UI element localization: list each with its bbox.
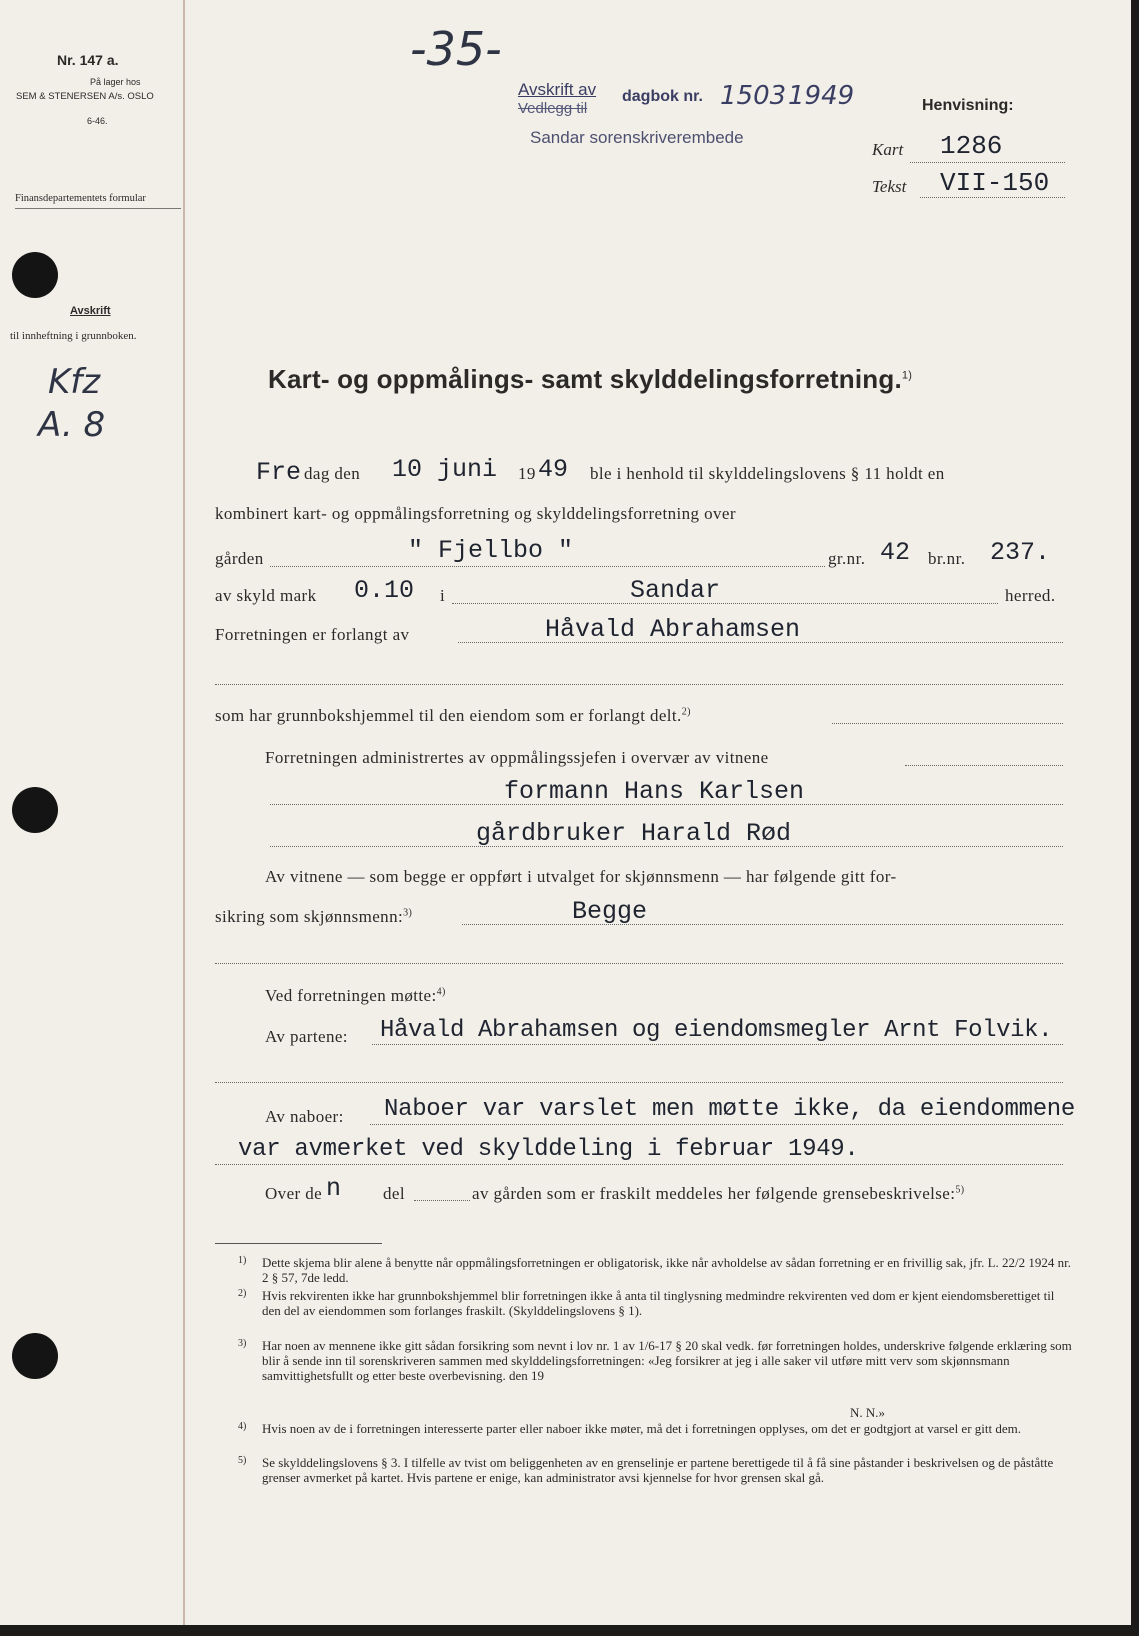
- skyld-label: av skyld mark: [215, 586, 317, 605]
- brnr-label: br.nr.: [928, 549, 966, 568]
- footnote-5: 5) Se skylddelingslovens § 3. I tilfelle av tvist om beliggenheten av en grenselinje er partene berettigede til å få sine påstander i beskrivelsen og de påståtte grenser avmerket på kartet. Hvis partene er enige, kan administrator avsi kjennelse for hvor grensen skal gå.: [238, 1455, 1054, 1486]
- margin-initials-1: Kfz: [48, 362, 101, 402]
- day-value: Fre: [256, 458, 302, 487]
- avskrift-stamp: Avskrift av: [518, 80, 597, 99]
- dagbok-number: 1503: [720, 81, 787, 111]
- dag-den-label: dag den: [304, 464, 361, 483]
- footnote-1: 1) Dette skjema blir alene å benytte når oppmålingsforretningen er obligatorisk, ikke når avholdelse av sådan forretning er en frivillig sak, jfr. L. 22/2 1924 nr. 2 § 57, 7de ledd.: [238, 1255, 1072, 1286]
- grnr-label: gr.nr.: [828, 549, 866, 568]
- grunnbok-line: som har grunnbokshjemmel til den eiendom som er forlangt delt.$^{2)}$: [215, 706, 691, 725]
- footnote-2: 2) Hvis rekvirenten ikke har grunnbokshjemmel blir forretningen ikke å anta til tinglysning medmindre rekvirenten ved dom er kjent eiendomsberettiget til den del av eiendommen som forlanges fraskilt. (Skylddelingslovens § 1).: [238, 1288, 1055, 1319]
- title-footnote-ref: 1): [901, 369, 913, 382]
- forlangt-label: Forretningen er forlangt av: [215, 625, 410, 644]
- vitne-value: Begge: [572, 897, 648, 926]
- witness-2: gårdbruker Harald Rød: [476, 819, 792, 848]
- naboer-label: Av naboer:: [265, 1107, 344, 1126]
- motte-footnote-ref: 4): [436, 986, 446, 998]
- over-value: n: [326, 1174, 342, 1203]
- avskrift-margin-subtitle: til innheftning i grunnboken.: [10, 330, 137, 342]
- year-suffix: 49: [538, 455, 569, 484]
- footnote-rule: [215, 1243, 382, 1244]
- footnote-4: 4) Hvis noen av de i forretningen interesserte parter eller naboer ikke møter, må det i forretningen opplyses, om det er godtgjort at varsel er gitt dem.: [238, 1421, 1022, 1436]
- grnr-value: 42: [880, 538, 911, 567]
- vitne-line-1: Av vitnene — som begge er oppført i utvalget for skjønnsmenn — har følgende gitt for-: [265, 867, 897, 886]
- tekst-value: VII-150: [940, 168, 1050, 198]
- naboer-value-2: var avmerket ved skylddeling i februar 1949.: [238, 1136, 859, 1163]
- garden-value: " Fjellbo ": [408, 536, 574, 565]
- margin-initials-2: A. 8: [38, 405, 106, 445]
- office-stamp: Sandar sorenskriverembede: [530, 128, 744, 147]
- vedlegg-stamp: Vedlegg til: [518, 100, 588, 117]
- handwritten-page-number: -35-: [410, 22, 502, 76]
- i-label: i: [440, 586, 446, 605]
- garden-label: gården: [215, 549, 264, 568]
- over-del-label: del: [383, 1184, 405, 1203]
- vitne-footnote-ref: 3): [403, 907, 413, 919]
- line1-rest: ble i henhold til skylddelingslovens § 11 holdt en: [590, 464, 945, 483]
- page-title: Kart- og oppmålings- samt skylddelingsforretning.$^{1)}$: [268, 364, 913, 394]
- avskrift-margin-title: Avskrift: [70, 305, 111, 317]
- year-prefix: 19: [518, 464, 536, 483]
- publisher-line-3: 6-46.: [87, 116, 108, 126]
- admin-line: Forretningen administrertes av oppmålingssjefen i overvær av vitnene: [265, 748, 769, 767]
- footnote-3-signature: N. N.»: [850, 1405, 886, 1420]
- brnr-value: 237.: [990, 538, 1051, 567]
- partene-value: Håvald Abrahamsen og eiendomsmegler Arnt Folvik.: [380, 1017, 1053, 1044]
- tekst-label: Tekst: [872, 177, 907, 196]
- punch-hole-top: [12, 252, 58, 298]
- publisher-line-1: På lager hos: [90, 77, 141, 87]
- skyld-value: 0.10: [354, 576, 415, 605]
- over-rest: av gården som er fraskilt meddeles her følgende grensebeskrivelse:$^{5)}$: [472, 1184, 965, 1203]
- footnote-3: 3) Har noen av mennene ikke gitt sådan forsikring som nevnt i lov nr. 1 av 1/6-17 § 20 skal vedk. før forretningen holdes, underskrive følgende erklæring som blir å sende inn til sorenskriveren sammen med skylddelingsforretningen: «Jeg forsikrer at jeg i alle saker vil utføre mitt verv som skjønnsmann samvittighetsfullt og etter beste overbevisning. den 19: [238, 1338, 1072, 1384]
- body-line-2: kombinert kart- og oppmålingsforretning og skylddelingsforretning over: [215, 504, 736, 523]
- dagbok-label: dagbok nr.: [622, 88, 703, 105]
- over-de-label: Over de: [265, 1184, 323, 1203]
- grunnbok-footnote-ref: 2): [681, 706, 691, 718]
- punch-hole-middle: [12, 787, 58, 833]
- forlangt-value: Håvald Abrahamsen: [545, 615, 801, 644]
- form-number: Nr. 147 a.: [57, 52, 119, 68]
- naboer-value-1: Naboer var varslet men møtte ikke, da eiendommene: [384, 1096, 1076, 1123]
- publisher-line-2: SEM & STENERSEN A/s. OSLO: [16, 91, 154, 102]
- henvisning-label: Henvisning:: [922, 97, 1014, 114]
- motte-label: Ved forretningen møtte:$^{4)}$: [265, 986, 446, 1005]
- vitne-line-2: sikring som skjønnsmenn:$^{3)}$: [215, 907, 413, 926]
- margin-rule: [183, 0, 185, 1625]
- over-footnote-ref: 5): [955, 1184, 965, 1196]
- date-value: 10 juni: [392, 455, 498, 484]
- punch-hole-bottom: [12, 1333, 58, 1379]
- department-label: Finansdepartementets formular: [15, 193, 146, 204]
- kart-label: Kart: [872, 140, 904, 159]
- dagbok-year: 1949: [788, 81, 855, 111]
- herred-value: Sandar: [630, 576, 721, 605]
- herred-label: herred.: [1005, 586, 1056, 605]
- witness-1: formann Hans Karlsen: [504, 777, 805, 806]
- department-rule: [15, 208, 181, 209]
- kart-value: 1286: [940, 131, 1003, 161]
- partene-label: Av partene:: [265, 1027, 348, 1046]
